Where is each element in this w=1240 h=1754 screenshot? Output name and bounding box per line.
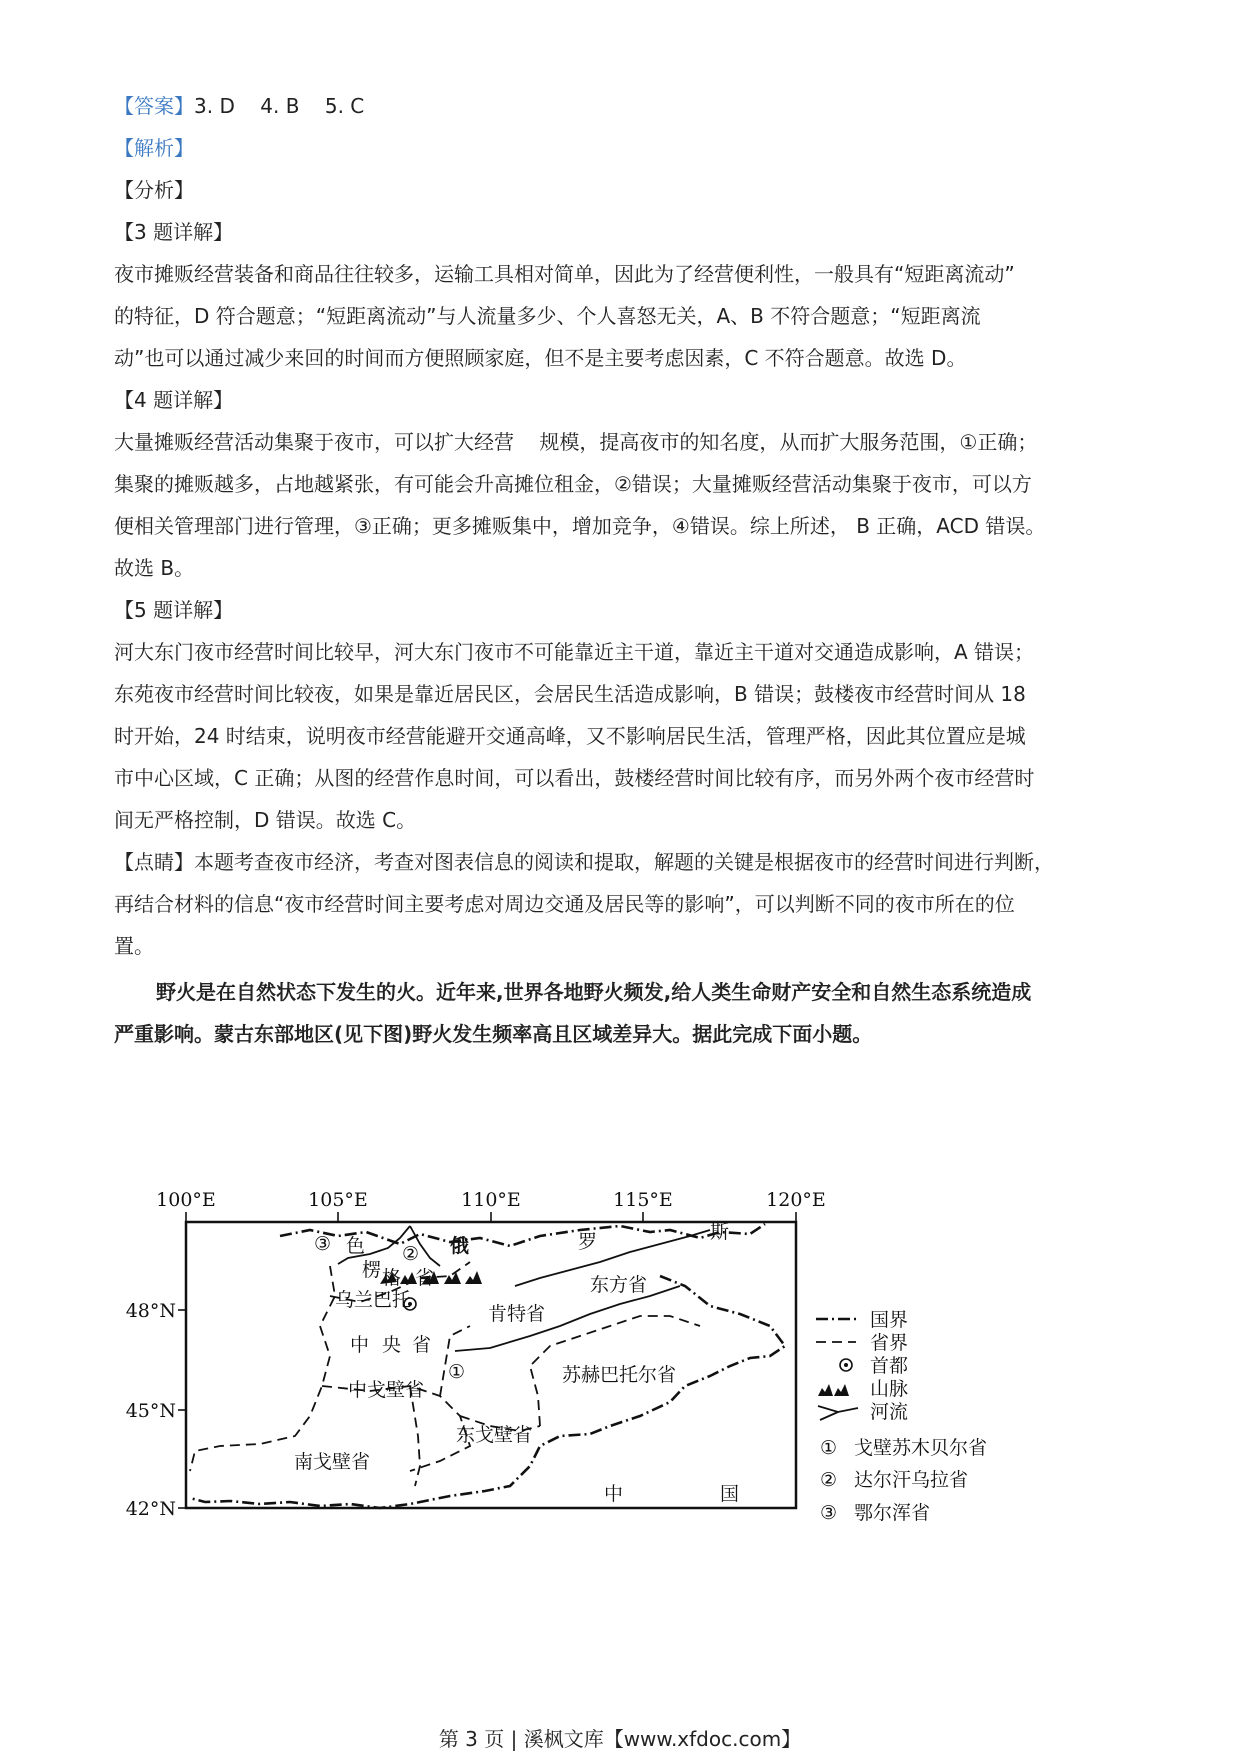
legend-label: 省界 <box>870 1332 909 1354</box>
q5-tag: 【5 题详解】 <box>114 598 234 622</box>
note-label: 戈壁苏木贝尔省 <box>854 1437 988 1459</box>
q3-line: 夜市摊贩经营装备和商品往往较多，运输工具相对简单，因此为了经营便利性，一般具有“短距离流动” <box>114 262 1015 286</box>
q5-line: 市中心区域，C 正确；从图的经营作息时间，可以看出，鼓楼经营时间比较有序，而另外两个夜市经营时 <box>114 766 1035 790</box>
region-label: 央 <box>382 1334 402 1356</box>
region-label: 俄 <box>450 1235 470 1257</box>
answer-line <box>114 94 1134 118</box>
note-label: 鄂尔浑省 <box>854 1502 931 1524</box>
legend-label: 山脉 <box>870 1378 909 1400</box>
intro-line: 野火是在自然状态下发生的火。近年来,世界各地野火频发,给人类生命财产安全和自然生态系统造成 <box>156 980 1032 1004</box>
region-label: 中 <box>350 1334 370 1356</box>
lon-label: 120°E <box>766 1189 826 1211</box>
q5-line: 东苑夜市经营时间比较夜，如果是靠近居民区，会居民生活造成影响，B 错误；鼓楼夜市经营时间从 18 <box>114 682 1026 706</box>
q4-tag: 【4 题详解】 <box>114 388 234 412</box>
lat-label: 45°N <box>125 1400 176 1422</box>
region-label: 南戈壁省 <box>294 1451 371 1473</box>
region-label: 省 <box>415 1267 435 1289</box>
q4-line: 集聚的摊贩越多，占地越紧张，有可能会升高摊位租金，②错误；大量摊贩经营活动集聚于夜市，可以方 <box>114 472 1032 496</box>
q4-line: 大量摊贩经营活动集聚于夜市，可以扩大经营 规模，提高夜市的知名度，从而扩大服务范围，①正确； <box>114 430 1038 454</box>
region-label: 东方省 <box>590 1274 648 1296</box>
region-label: 中 <box>604 1483 624 1505</box>
note-label: 达尔汗乌拉省 <box>854 1469 969 1491</box>
dianjing-line: 再结合材料的信息“夜市经营时间主要考虑对周边交通及居民等的影响”，可以判断不同的夜市所在的位 <box>114 892 1015 916</box>
lon-label: 110°E <box>461 1189 521 1211</box>
region-label: 省 <box>412 1334 432 1356</box>
region-label: 楞 <box>362 1259 382 1281</box>
capital-icon-dot <box>844 1363 848 1367</box>
fenxi-tag: 【分析】 <box>114 178 194 202</box>
map-legend <box>816 1309 987 1524</box>
lat-label: 48°N <box>125 1300 176 1322</box>
answer-tag: 【答案】 <box>114 94 194 118</box>
dianjing-line: 【点睛】本题考查夜市经济，考查对图表信息的阅读和提取，解题的关键是根据夜市的经营时间进行判断， <box>114 850 1054 874</box>
region-label: 乌兰巴托 <box>335 1289 412 1311</box>
q4-line: 便相关管理部门进行管理，③正确；更多摊贩集中，增加竞争，④错误。综上所述， B 正确，ACD 错误。 <box>114 514 1046 538</box>
note-marker: ② <box>820 1469 838 1491</box>
q5-line: 河大东门夜市经营时间比较早，河大东门夜市不可能靠近主干道，靠近主干道对交通造成影响，A 错误； <box>114 640 1035 664</box>
river-icon <box>818 1406 858 1420</box>
page-footer: 第 3 页 | 溪枫文库【www.xfdoc.com】 <box>438 1727 802 1751</box>
q5-line: 时开始，24 时结束，说明夜市经营能避开交通高峰，又不影响居民生活，管理严格，因此其位置应是城 <box>114 724 1026 748</box>
lat-label: 42°N <box>125 1498 176 1520</box>
map-frame <box>186 1222 796 1508</box>
q3-line: 的特征，D 符合题意；“短距离流动”与人流量多少、个人喜怒无关，A、B 不符合题意；“短距离流 <box>114 304 981 328</box>
legend-label: 首都 <box>870 1355 909 1377</box>
lon-label: 115°E <box>613 1189 673 1211</box>
q3-tag: 【3 题详解】 <box>114 220 234 244</box>
q3-line: 动”也可以通过减少来回的时间而方便照顾家庭，但不是主要考虑因素，C 不符合题意。故选 D。 <box>114 346 967 370</box>
region-label: 苏赫巴托尔省 <box>562 1364 677 1386</box>
region-label: 肯特省 <box>488 1303 546 1325</box>
marker-label: ③ <box>314 1233 332 1255</box>
mongolia-map <box>110 1186 1110 1556</box>
legend-label: 河流 <box>870 1401 909 1423</box>
lon-label: 105°E <box>308 1189 368 1211</box>
intro-line: 严重影响。蒙古东部地区(见下图)野火发生频率高且区域差异大。据此完成下面小题。 <box>114 1022 873 1046</box>
region-label: 国 <box>720 1483 740 1505</box>
analysis-tag: 【解析】 <box>114 136 194 160</box>
lon-label: 100°E <box>156 1189 216 1211</box>
dianjing-line: 置。 <box>114 934 154 958</box>
q4-line: 故选 B。 <box>114 556 195 580</box>
map-svg <box>110 1186 1110 1556</box>
mountain-icon <box>818 1384 849 1396</box>
answer-text: 3. D 4. B 5. C <box>194 94 365 118</box>
region-label: 斯 <box>710 1221 730 1243</box>
note-marker: ① <box>820 1437 838 1459</box>
region-label: 东戈壁省 <box>456 1424 533 1446</box>
q5-line: 间无严格控制，D 错误。故选 C。 <box>114 808 417 832</box>
region-label: 罗 <box>578 1231 598 1253</box>
note-marker: ③ <box>820 1502 838 1524</box>
region-label: 中戈壁省 <box>348 1379 425 1401</box>
legend-label: 国界 <box>870 1309 909 1331</box>
region-label: 格 <box>382 1267 402 1289</box>
marker-label: ① <box>448 1361 466 1383</box>
marker-label: ② <box>402 1243 420 1265</box>
region-label: 色 <box>346 1235 366 1257</box>
